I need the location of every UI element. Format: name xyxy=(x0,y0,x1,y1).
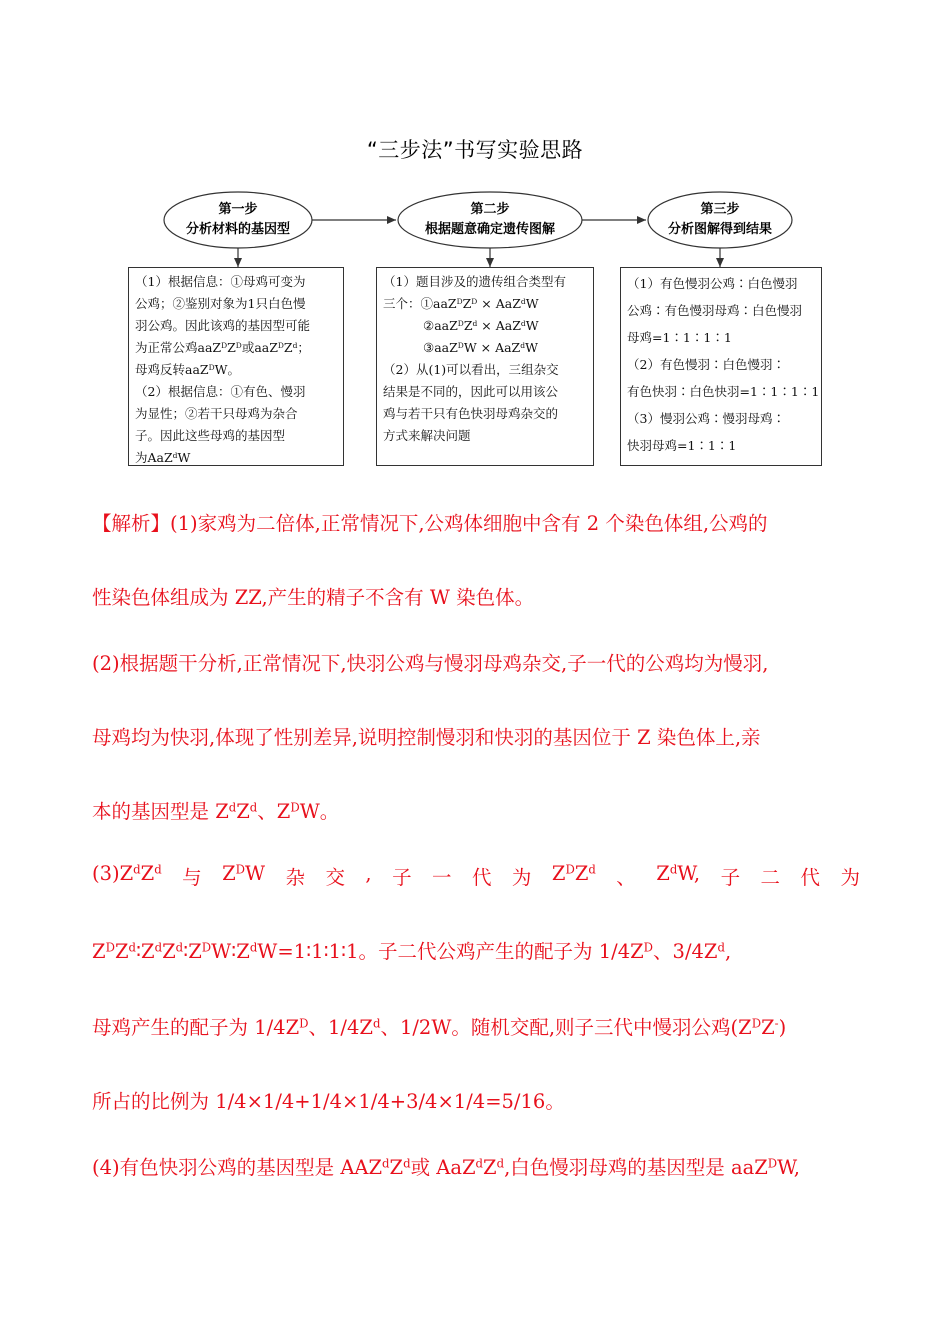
step1-label xyxy=(164,200,312,240)
box3-line: （3）慢羽公鸡∶慢羽母鸡∶ xyxy=(627,411,785,426)
t: 为AaZ xyxy=(135,450,173,465)
t: d xyxy=(175,940,184,955)
step3-label xyxy=(648,200,792,240)
t: 杂 xyxy=(285,866,306,889)
t: D xyxy=(290,800,300,815)
t: d xyxy=(496,1156,505,1171)
analysis-line-4 xyxy=(92,722,860,750)
box2-line: 鸡与若干只有色快羽母鸡杂交的 xyxy=(383,406,559,421)
t: D xyxy=(221,340,228,350)
t: ) xyxy=(778,1016,787,1039)
box2-line: （1）题目涉及的遗传组合类型有 xyxy=(383,274,566,289)
t: 本的基因型是 Z xyxy=(92,800,229,823)
t: Z xyxy=(92,940,106,963)
step1-title: 第一步 xyxy=(218,202,258,217)
box2-line xyxy=(383,293,587,315)
t: , xyxy=(365,862,372,885)
box3-line: （2）有色慢羽∶白色慢羽∶ xyxy=(627,357,785,372)
t: 、1/2W。随机交配,则子三代中慢羽公鸡(Z xyxy=(380,1016,752,1039)
t: d xyxy=(292,340,298,350)
t: ∶Z xyxy=(183,940,202,963)
t: 代 xyxy=(800,866,820,889)
t: d xyxy=(154,940,163,955)
t: 、1/4Z xyxy=(308,1016,373,1039)
t: × AaZ xyxy=(477,296,521,311)
t: 性染色体组成为 ZZ,产生的精子不含有 W 染色体。 xyxy=(92,586,535,609)
page-title: “三步法”书写实验思路 xyxy=(366,138,584,162)
t: D xyxy=(457,340,464,350)
t: W。 xyxy=(214,362,240,377)
t: 、 xyxy=(616,866,636,889)
step2-box xyxy=(376,267,594,466)
t: Z xyxy=(483,1156,497,1179)
step3-box xyxy=(620,267,822,466)
box1-line xyxy=(135,337,337,359)
t: $Z^DW$ xyxy=(222,862,266,885)
t: Z xyxy=(236,800,250,823)
t: 一 xyxy=(432,866,452,889)
analysis-line-6 xyxy=(92,862,860,890)
t: Z xyxy=(162,940,176,963)
t: W, xyxy=(777,1156,800,1179)
t: W xyxy=(525,340,538,355)
t: Z xyxy=(389,1156,404,1179)
box1-line: 为显性；②若干只母鸡为杂合 xyxy=(135,406,298,421)
t: W xyxy=(525,296,539,311)
t: Z xyxy=(462,296,472,311)
t: d xyxy=(249,940,258,955)
step2-label xyxy=(398,200,582,240)
analysis-line-9 xyxy=(92,1086,860,1114)
box2-line xyxy=(383,315,587,337)
step3-subtitle: 分析图解得到结果 xyxy=(667,222,772,237)
box2-line xyxy=(383,337,587,359)
t: $Z^dW$, xyxy=(656,862,701,885)
t: d xyxy=(372,1016,381,1031)
t: d xyxy=(128,940,136,955)
t: 母鸡产生的配子为 1/4Z xyxy=(92,1016,300,1039)
t: d xyxy=(717,940,725,955)
analysis-line-8 xyxy=(92,1012,860,1040)
box3-line: 母鸡=1∶1∶1∶1 xyxy=(627,330,732,345)
t: d xyxy=(475,1156,484,1171)
t: (4)有色快羽公鸡的基因型是 AAZ xyxy=(92,1156,383,1179)
box1-line xyxy=(135,359,337,381)
step2-subtitle: 根据题意确定遗传图解 xyxy=(424,222,555,237)
analysis-line-10 xyxy=(92,1152,860,1180)
t: d xyxy=(520,340,526,350)
t: W xyxy=(177,450,191,465)
t: 子 xyxy=(392,866,412,889)
t: 为正常公鸡aaZ xyxy=(135,340,222,355)
t: 为 xyxy=(511,866,532,889)
box1-line xyxy=(135,447,337,469)
t: 为 xyxy=(840,866,860,889)
t: 三个：①aaZ xyxy=(383,296,457,311)
t: 或aaZ xyxy=(241,340,278,355)
box1-line: 羽公鸡。因此该鸡的基因型可能 xyxy=(135,318,311,333)
t: W × AaZ xyxy=(463,340,521,355)
t: 子 xyxy=(720,866,741,889)
t: D xyxy=(201,940,212,955)
step2-title: 第二步 xyxy=(470,202,510,217)
t: Z xyxy=(463,318,473,333)
analysis-line-7 xyxy=(92,936,860,964)
box2-line: 方式来解决问题 xyxy=(383,428,471,443)
t: 或 AaZ xyxy=(410,1156,476,1179)
t: Z xyxy=(761,1016,775,1039)
t: ,白色慢羽母鸡的基因型是 aaZ xyxy=(504,1156,768,1179)
t: d xyxy=(228,800,237,815)
analysis-line-1 xyxy=(92,508,860,536)
t: d xyxy=(472,318,478,328)
t: (1)家鸡为二倍体,正常情况下,公鸡体细胞中含有 2 个染色体组,公鸡的 xyxy=(170,512,768,535)
t: 、3/4Z xyxy=(653,940,718,963)
t: ； xyxy=(297,340,310,355)
box3-line: 公鸡∶有色慢羽母鸡∶白色慢羽 xyxy=(627,303,803,318)
t: W∶Z xyxy=(211,940,250,963)
t: D xyxy=(457,318,464,328)
t: × AaZ xyxy=(477,318,521,333)
t: D xyxy=(277,340,284,350)
t: ②aaZ xyxy=(423,318,458,333)
t: d xyxy=(249,800,258,815)
step1-subtitle: 分析材料的基因型 xyxy=(185,222,290,237)
t: 、Z xyxy=(257,800,291,823)
t: D xyxy=(456,296,463,306)
box2-line: （2）从(1)可以看出，三组杂交 xyxy=(383,362,559,377)
t: , xyxy=(724,940,732,963)
t: d xyxy=(382,1156,390,1171)
t: ③aaZ xyxy=(423,340,458,355)
t: D xyxy=(105,940,115,955)
box3-line: 快羽母鸡=1∶1∶1 xyxy=(627,438,737,453)
t: $Z^DZ^d$ xyxy=(551,862,596,885)
t: D xyxy=(751,1016,762,1031)
t: Z xyxy=(227,340,236,355)
t: Z xyxy=(114,940,129,963)
box1-line: （2）根据信息：①有色、慢羽 xyxy=(135,384,306,399)
t: W xyxy=(525,318,539,333)
step3-title: 第三步 xyxy=(700,202,740,217)
box3-line: 有色快羽∶白色快羽=1∶1∶1∶1 xyxy=(627,384,820,399)
t: 与 xyxy=(182,866,202,889)
t: 代 xyxy=(471,866,492,889)
t: 二 xyxy=(760,866,781,889)
t: D xyxy=(235,340,242,350)
t: 母鸡均为快羽,体现了性别差异,说明控制慢羽和快羽的基因位于 Z 染色体上,亲 xyxy=(92,726,761,749)
t: D xyxy=(471,296,478,306)
box1-line: 公鸡；②鉴别对象为1只白色慢 xyxy=(135,296,306,311)
t: $(3)Z^dZ^d$ xyxy=(92,862,162,885)
t: D xyxy=(299,1016,309,1031)
t: 所占的比例为 1/4×1/4+1/4×1/4+3/4×1/4=5/16。 xyxy=(92,1090,565,1113)
t: 母鸡反转aaZ xyxy=(135,362,209,377)
analysis-line-5 xyxy=(92,796,860,824)
t: Z xyxy=(283,340,293,355)
box1-line: （1）根据信息：①母鸡可变为 xyxy=(135,274,306,289)
t: d xyxy=(520,296,526,306)
t: d xyxy=(172,450,178,460)
t: d xyxy=(403,1156,411,1171)
t: 交 xyxy=(325,866,345,889)
step1-box xyxy=(128,267,344,466)
t: d xyxy=(520,318,526,328)
box1-line: 子。因此这些母鸡的基因型 xyxy=(135,428,286,443)
t: D xyxy=(767,1156,778,1171)
t: W。 xyxy=(299,800,340,823)
t: ∶Z xyxy=(135,940,155,963)
t: D xyxy=(643,940,654,955)
t: (2)根据题干分析,正常情况下,快羽公鸡与慢羽母鸡杂交,子一代的公鸡均为慢羽, xyxy=(92,652,769,675)
t: W=1∶1∶1∶1。子二代公鸡产生的配子为 1/4Z xyxy=(257,940,644,963)
t: D xyxy=(208,362,215,372)
analysis-tag: 【解析】 xyxy=(92,512,171,535)
box3-line: （1）有色慢羽公鸡∶白色慢羽 xyxy=(627,276,798,291)
analysis-line-3 xyxy=(92,648,860,676)
t: - xyxy=(774,1016,779,1031)
box2-line: 结果是不同的，因此可以用该公 xyxy=(383,384,559,399)
analysis-line-2 xyxy=(92,582,860,610)
